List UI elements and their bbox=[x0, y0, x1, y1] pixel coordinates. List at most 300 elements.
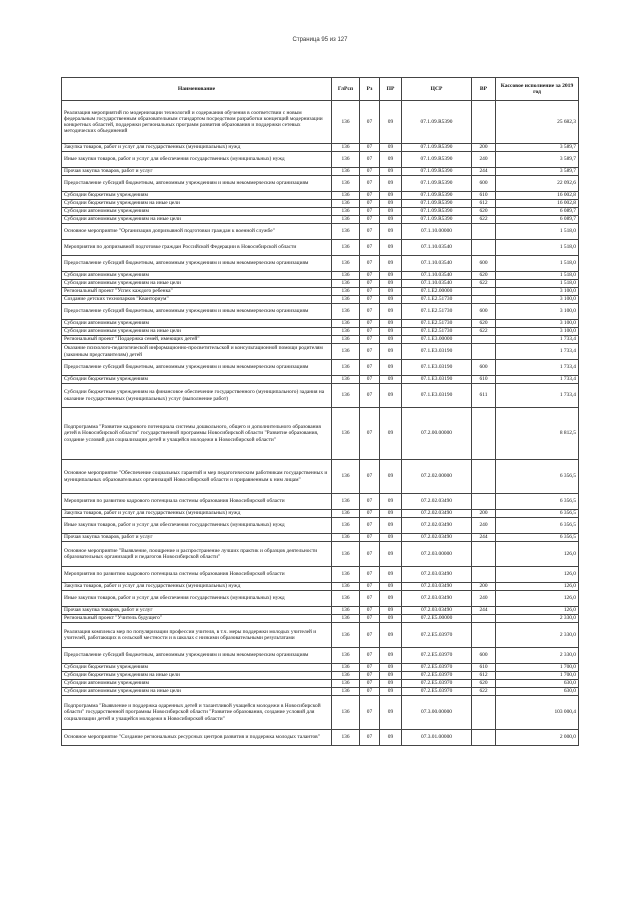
cell-csr: 07.2.E5.03970 bbox=[402, 623, 472, 648]
cell-amount: 6 356,5 bbox=[496, 518, 579, 534]
cell-csr: 07.1.09.R5390 bbox=[402, 101, 472, 144]
table-row bbox=[62, 280, 579, 288]
cell-grbs: 136 bbox=[332, 664, 360, 672]
cell-vr: 622 bbox=[472, 328, 496, 336]
cell-pr: 09 bbox=[380, 623, 402, 648]
cell-pr: 09 bbox=[380, 144, 402, 152]
cell-name: Иные закупки товаров, работ и услуг для обеспечения государственных (муниципальных) нужд bbox=[62, 152, 332, 168]
cell-amount: 6 356,5 bbox=[496, 534, 579, 542]
cell-csr: 07.1.09.R5390 bbox=[402, 200, 472, 208]
cell-rz: 07 bbox=[360, 304, 380, 320]
cell-rz: 07 bbox=[360, 680, 380, 688]
cell-amount: 3 100,0 bbox=[496, 328, 579, 336]
cell-name: Создание детских технопарков "Кванториум" bbox=[62, 296, 332, 304]
cell-vr: 622 bbox=[472, 216, 496, 224]
cell-pr: 09 bbox=[380, 280, 402, 288]
cell-grbs: 136 bbox=[332, 280, 360, 288]
cell-name: Предоставление субсидий бюджетным, автономным учреждениям и иным некоммерческим организациям bbox=[62, 176, 332, 192]
cell-name: Субсидии автономным учреждениям bbox=[62, 208, 332, 216]
cell-amount: 3 100,0 bbox=[496, 320, 579, 328]
cell-csr: 07.2.E5.03970 bbox=[402, 648, 472, 664]
table-row bbox=[62, 648, 579, 664]
cell-amount: 1 733,4 bbox=[496, 384, 579, 408]
cell-pr: 09 bbox=[380, 696, 402, 730]
cell-name: Субсидии автономным учреждениям bbox=[62, 272, 332, 280]
cell-pr: 09 bbox=[380, 304, 402, 320]
cell-vr bbox=[472, 288, 496, 296]
cell-csr: 07.1.E2.51730 bbox=[402, 320, 472, 328]
col-header-csr: ЦСР bbox=[402, 78, 472, 101]
cell-name: Субсидии бюджетным учреждениям bbox=[62, 664, 332, 672]
table-row bbox=[62, 607, 579, 615]
cell-vr: 240 bbox=[472, 591, 496, 607]
cell-rz: 07 bbox=[360, 376, 380, 384]
cell-rz: 07 bbox=[360, 336, 380, 344]
cell-grbs: 136 bbox=[332, 730, 360, 746]
cell-pr: 09 bbox=[380, 607, 402, 615]
cell-pr: 09 bbox=[380, 408, 402, 460]
col-header-amount: Кассовое исполнение за 2019 год bbox=[496, 78, 579, 101]
cell-pr: 09 bbox=[380, 192, 402, 200]
cell-csr: 07.3.01.00000 bbox=[402, 730, 472, 746]
cell-csr: 07.1.10.03540 bbox=[402, 280, 472, 288]
table-row bbox=[62, 328, 579, 336]
cell-rz: 07 bbox=[360, 460, 380, 494]
table-row bbox=[62, 615, 579, 623]
cell-grbs: 136 bbox=[332, 360, 360, 376]
col-header-rz: Рз bbox=[360, 78, 380, 101]
cell-amount: 126,0 bbox=[496, 567, 579, 583]
cell-rz: 07 bbox=[360, 240, 380, 256]
cell-name: Прочая закупка товаров, работ и услуг bbox=[62, 534, 332, 542]
cell-pr: 09 bbox=[380, 168, 402, 176]
cell-grbs: 136 bbox=[332, 288, 360, 296]
cell-name: Реализация мероприятий по модернизации технологий и содержания обучения в соответствии с новым федеральным государственным образовательным стандартом посредством разработки концепций модернизации конкретных областей, поддержки региональных программ развития образования и поддержки сетевых методических объединений bbox=[62, 101, 332, 144]
cell-name: Прочая закупка товаров, работ и услуг bbox=[62, 168, 332, 176]
cell-grbs: 136 bbox=[332, 688, 360, 696]
cell-name: Закупка товаров, работ и услуг для государственных (муниципальных) нужд bbox=[62, 144, 332, 152]
cell-vr bbox=[472, 542, 496, 567]
cell-rz: 07 bbox=[360, 216, 380, 224]
cell-pr: 09 bbox=[380, 518, 402, 534]
cell-amount: 3 589,7 bbox=[496, 168, 579, 176]
cell-csr: 07.2.02.03490 bbox=[402, 510, 472, 518]
cell-csr: 07.3.00.00000 bbox=[402, 696, 472, 730]
cell-amount: 3 100,0 bbox=[496, 296, 579, 304]
cell-vr bbox=[472, 344, 496, 360]
cell-vr bbox=[472, 730, 496, 746]
cell-csr: 07.2.E5.03970 bbox=[402, 664, 472, 672]
table-row bbox=[62, 376, 579, 384]
cell-name: Субсидии автономным учреждениям на иные цели bbox=[62, 328, 332, 336]
cell-pr: 09 bbox=[380, 384, 402, 408]
cell-amount: 1 700,0 bbox=[496, 672, 579, 680]
cell-name: Региональный проект "Учитель будущего" bbox=[62, 615, 332, 623]
cell-rz: 07 bbox=[360, 344, 380, 360]
cell-amount: 6 089,7 bbox=[496, 208, 579, 216]
cell-rz: 07 bbox=[360, 583, 380, 591]
cell-csr: 07.1.E2.51730 bbox=[402, 296, 472, 304]
cell-vr: 612 bbox=[472, 200, 496, 208]
cell-amount: 6 356,5 bbox=[496, 510, 579, 518]
cell-name: Мероприятия по допризывной подготовке граждан Российской Федерации в Новосибирской области bbox=[62, 240, 332, 256]
cell-csr: 07.2.02.00000 bbox=[402, 460, 472, 494]
cell-rz: 07 bbox=[360, 272, 380, 280]
cell-csr: 07.2.03.03490 bbox=[402, 607, 472, 615]
cell-pr: 09 bbox=[380, 494, 402, 510]
cell-amount: 22 092,6 bbox=[496, 176, 579, 192]
cell-pr: 09 bbox=[380, 200, 402, 208]
cell-pr: 09 bbox=[380, 240, 402, 256]
cell-csr: 07.1.10.03540 bbox=[402, 256, 472, 272]
cell-csr: 07.2.02.03490 bbox=[402, 518, 472, 534]
cell-vr: 244 bbox=[472, 168, 496, 176]
cell-csr: 07.2.E5.03970 bbox=[402, 688, 472, 696]
table-row bbox=[62, 168, 579, 176]
table-row bbox=[62, 408, 579, 460]
cell-name: Основное мероприятие "Организация допризывной подготовки граждан к военной службе" bbox=[62, 224, 332, 240]
table-header-row bbox=[62, 78, 579, 101]
cell-csr: 07.2.03.00000 bbox=[402, 542, 472, 567]
cell-grbs: 136 bbox=[332, 696, 360, 730]
cell-name: Субсидии автономным учреждениям на иные цели bbox=[62, 280, 332, 288]
cell-pr: 09 bbox=[380, 534, 402, 542]
cell-pr: 09 bbox=[380, 320, 402, 328]
table-row bbox=[62, 344, 579, 360]
cell-amount: 1 733,4 bbox=[496, 360, 579, 376]
table-row bbox=[62, 623, 579, 648]
table-row bbox=[62, 224, 579, 240]
cell-csr: 07.1.E3.00000 bbox=[402, 336, 472, 344]
cell-grbs: 136 bbox=[332, 518, 360, 534]
table-row bbox=[62, 256, 579, 272]
cell-rz: 07 bbox=[360, 696, 380, 730]
cell-grbs: 136 bbox=[332, 256, 360, 272]
table-row bbox=[62, 583, 579, 591]
table-row bbox=[62, 152, 579, 168]
cell-csr: 07.1.E2.51730 bbox=[402, 304, 472, 320]
cell-amount: 6 356,5 bbox=[496, 460, 579, 494]
cell-vr: 620 bbox=[472, 208, 496, 216]
cell-pr: 09 bbox=[380, 583, 402, 591]
cell-name: Основное мероприятие "Обеспечение социальных гарантий и мер педагогическим работникам государственных и муниципальных образовательных организаций Новосибирской области и приравненным к ним лицам" bbox=[62, 460, 332, 494]
cell-vr bbox=[472, 408, 496, 460]
table-row bbox=[62, 542, 579, 567]
cell-name: Предоставление субсидий бюджетным, автономным учреждениям и иным некоммерческим организациям bbox=[62, 304, 332, 320]
cell-csr: 07.1.09.R5390 bbox=[402, 152, 472, 168]
cell-name: Региональный проект "Поддержка семей, имеющих детей" bbox=[62, 336, 332, 344]
cell-pr: 09 bbox=[380, 680, 402, 688]
cell-vr: 610 bbox=[472, 192, 496, 200]
cell-grbs: 136 bbox=[332, 494, 360, 510]
cell-grbs: 136 bbox=[332, 320, 360, 328]
cell-rz: 07 bbox=[360, 280, 380, 288]
cell-amount: 3 100,0 bbox=[496, 304, 579, 320]
cell-grbs: 136 bbox=[332, 296, 360, 304]
cell-grbs: 136 bbox=[332, 460, 360, 494]
cell-rz: 07 bbox=[360, 224, 380, 240]
table-row bbox=[62, 696, 579, 730]
cell-amount: 126,0 bbox=[496, 607, 579, 615]
cell-name: Субсидии автономным учреждениям на иные цели bbox=[62, 688, 332, 696]
cell-amount: 1 733,4 bbox=[496, 336, 579, 344]
cell-amount: 3 589,7 bbox=[496, 144, 579, 152]
cell-csr: 07.2.03.03490 bbox=[402, 591, 472, 607]
cell-csr: 07.1.09.R5390 bbox=[402, 192, 472, 200]
cell-rz: 07 bbox=[360, 320, 380, 328]
cell-amount: 16 002,8 bbox=[496, 192, 579, 200]
cell-name: Оказание психолого-педагогической информационно-просветительской и консультационной помощи родителям (законным представителям) детей bbox=[62, 344, 332, 360]
cell-grbs: 136 bbox=[332, 304, 360, 320]
cell-name: Реализация комплекса мер по популяризации профессии учителя, в т.ч. меры поддержки молодых учителей и учителей, работающих в сельской местности и в школах с низкими образовательными результатами bbox=[62, 623, 332, 648]
cell-grbs: 136 bbox=[332, 542, 360, 567]
cell-name: Субсидии бюджетным учреждениям на иные цели bbox=[62, 200, 332, 208]
cell-grbs: 136 bbox=[332, 344, 360, 360]
cell-rz: 07 bbox=[360, 542, 380, 567]
cell-rz: 07 bbox=[360, 648, 380, 664]
cell-rz: 07 bbox=[360, 510, 380, 518]
cell-csr: 07.1.09.R5390 bbox=[402, 208, 472, 216]
cell-name: Предоставление субсидий бюджетным, автономным учреждениям и иным некоммерческим организациям bbox=[62, 648, 332, 664]
cell-name: Субсидии бюджетным учреждениям на иные цели bbox=[62, 672, 332, 680]
table-row bbox=[62, 680, 579, 688]
cell-grbs: 136 bbox=[332, 567, 360, 583]
cell-rz: 07 bbox=[360, 360, 380, 376]
table-row bbox=[62, 272, 579, 280]
cell-rz: 07 bbox=[360, 208, 380, 216]
cell-rz: 07 bbox=[360, 534, 380, 542]
table-row bbox=[62, 460, 579, 494]
cell-amount: 1 518,0 bbox=[496, 280, 579, 288]
cell-vr bbox=[472, 460, 496, 494]
cell-rz: 07 bbox=[360, 494, 380, 510]
cell-grbs: 136 bbox=[332, 648, 360, 664]
col-header-name: Наименование bbox=[62, 78, 332, 101]
cell-amount: 2 330,0 bbox=[496, 623, 579, 648]
cell-vr: 622 bbox=[472, 688, 496, 696]
cell-vr: 600 bbox=[472, 304, 496, 320]
table-row bbox=[62, 200, 579, 208]
cell-grbs: 136 bbox=[332, 607, 360, 615]
cell-amount: 630,0 bbox=[496, 680, 579, 688]
cell-name: Мероприятия по развитию кадрового потенциала системы образования Новосибирской области bbox=[62, 494, 332, 510]
cell-vr: 600 bbox=[472, 256, 496, 272]
cell-pr: 09 bbox=[380, 224, 402, 240]
cell-rz: 07 bbox=[360, 567, 380, 583]
cell-rz: 07 bbox=[360, 152, 380, 168]
cell-csr: 07.2.02.03490 bbox=[402, 534, 472, 542]
cell-vr bbox=[472, 101, 496, 144]
table-row bbox=[62, 208, 579, 216]
cell-pr: 09 bbox=[380, 567, 402, 583]
cell-csr: 07.1.09.R5390 bbox=[402, 176, 472, 192]
cell-grbs: 136 bbox=[332, 336, 360, 344]
cell-vr bbox=[472, 696, 496, 730]
table-row bbox=[62, 518, 579, 534]
cell-pr: 09 bbox=[380, 152, 402, 168]
table-row bbox=[62, 192, 579, 200]
cell-rz: 07 bbox=[360, 591, 380, 607]
cell-pr: 09 bbox=[380, 344, 402, 360]
table-row bbox=[62, 336, 579, 344]
cell-name: Прочая закупка товаров, работ и услуг bbox=[62, 607, 332, 615]
cell-vr bbox=[472, 336, 496, 344]
cell-amount: 16 002,8 bbox=[496, 200, 579, 208]
cell-csr: 07.2.02.03490 bbox=[402, 494, 472, 510]
cell-rz: 07 bbox=[360, 688, 380, 696]
cell-vr: 240 bbox=[472, 152, 496, 168]
cell-pr: 09 bbox=[380, 208, 402, 216]
cell-rz: 07 bbox=[360, 672, 380, 680]
cell-grbs: 136 bbox=[332, 615, 360, 623]
table-row bbox=[62, 688, 579, 696]
table-row bbox=[62, 494, 579, 510]
cell-rz: 07 bbox=[360, 200, 380, 208]
budget-table bbox=[61, 77, 579, 746]
cell-pr: 09 bbox=[380, 615, 402, 623]
cell-csr: 07.1.E3.03190 bbox=[402, 344, 472, 360]
cell-amount: 1 518,0 bbox=[496, 256, 579, 272]
cell-vr bbox=[472, 240, 496, 256]
cell-name: Иные закупки товаров, работ и услуг для обеспечения государственных (муниципальных) нужд bbox=[62, 518, 332, 534]
col-header-vr: ВР bbox=[472, 78, 496, 101]
cell-amount: 3 589,7 bbox=[496, 152, 579, 168]
cell-vr: 600 bbox=[472, 360, 496, 376]
cell-vr bbox=[472, 615, 496, 623]
table-row bbox=[62, 101, 579, 144]
cell-rz: 07 bbox=[360, 384, 380, 408]
cell-vr: 200 bbox=[472, 144, 496, 152]
cell-pr: 09 bbox=[380, 542, 402, 567]
cell-rz: 07 bbox=[360, 607, 380, 615]
cell-name: Субсидии бюджетным учреждениям bbox=[62, 192, 332, 200]
cell-grbs: 136 bbox=[332, 208, 360, 216]
cell-csr: 07.1.10.03540 bbox=[402, 272, 472, 280]
cell-amount: 1 518,0 bbox=[496, 240, 579, 256]
cell-rz: 07 bbox=[360, 623, 380, 648]
cell-rz: 07 bbox=[360, 296, 380, 304]
cell-grbs: 136 bbox=[332, 408, 360, 460]
cell-grbs: 136 bbox=[332, 216, 360, 224]
col-header-pr: ПР bbox=[380, 78, 402, 101]
cell-vr: 620 bbox=[472, 320, 496, 328]
cell-amount: 8 812,5 bbox=[496, 408, 579, 460]
cell-name: Региональный проект "Успех каждого ребенка" bbox=[62, 288, 332, 296]
cell-grbs: 136 bbox=[332, 272, 360, 280]
cell-vr: 610 bbox=[472, 664, 496, 672]
cell-grbs: 136 bbox=[332, 672, 360, 680]
cell-pr: 09 bbox=[380, 591, 402, 607]
table-row bbox=[62, 144, 579, 152]
cell-amount: 1 518,0 bbox=[496, 272, 579, 280]
cell-amount: 2 330,0 bbox=[496, 648, 579, 664]
cell-grbs: 136 bbox=[332, 591, 360, 607]
cell-rz: 07 bbox=[360, 288, 380, 296]
cell-rz: 07 bbox=[360, 615, 380, 623]
cell-grbs: 136 bbox=[332, 168, 360, 176]
cell-pr: 09 bbox=[380, 672, 402, 680]
table-row bbox=[62, 288, 579, 296]
cell-pr: 09 bbox=[380, 360, 402, 376]
cell-vr: 611 bbox=[472, 384, 496, 408]
cell-pr: 09 bbox=[380, 510, 402, 518]
cell-rz: 07 bbox=[360, 664, 380, 672]
cell-csr: 07.2.03.03490 bbox=[402, 567, 472, 583]
cell-amount: 1 733,4 bbox=[496, 376, 579, 384]
cell-amount: 126,0 bbox=[496, 542, 579, 567]
cell-vr: 620 bbox=[472, 680, 496, 688]
table-row bbox=[62, 176, 579, 192]
cell-pr: 09 bbox=[380, 376, 402, 384]
cell-vr bbox=[472, 296, 496, 304]
cell-grbs: 136 bbox=[332, 144, 360, 152]
cell-vr: 240 bbox=[472, 518, 496, 534]
cell-amount: 126,0 bbox=[496, 583, 579, 591]
cell-pr: 09 bbox=[380, 730, 402, 746]
cell-vr bbox=[472, 494, 496, 510]
cell-grbs: 136 bbox=[332, 328, 360, 336]
cell-pr: 09 bbox=[380, 648, 402, 664]
cell-vr: 610 bbox=[472, 376, 496, 384]
table-row bbox=[62, 591, 579, 607]
cell-csr: 07.1.E3.03190 bbox=[402, 360, 472, 376]
cell-csr: 07.1.10.03540 bbox=[402, 240, 472, 256]
cell-rz: 07 bbox=[360, 256, 380, 272]
cell-name: Субсидии автономным учреждениям на иные цели bbox=[62, 216, 332, 224]
cell-pr: 09 bbox=[380, 336, 402, 344]
cell-grbs: 136 bbox=[332, 176, 360, 192]
cell-csr: 07.2.E5.03970 bbox=[402, 680, 472, 688]
cell-name: Предоставление субсидий бюджетным, автономным учреждениям и иным некоммерческим организациям bbox=[62, 256, 332, 272]
table-row bbox=[62, 672, 579, 680]
cell-name: Подпрограмма "Развитие кадрового потенциала системы дошкольного, общего и дополнительного образования детей в Новосибирской области" государственной программы Новосибирской области "Развитие образования, создание условий для социализации детей и учащейся молодежи в Новосибирской области" bbox=[62, 408, 332, 460]
col-header-grbs: ГлРсп bbox=[332, 78, 360, 101]
cell-csr: 07.1.10.00000 bbox=[402, 224, 472, 240]
cell-amount: 630,0 bbox=[496, 688, 579, 696]
cell-pr: 09 bbox=[380, 256, 402, 272]
table-row bbox=[62, 567, 579, 583]
cell-amount: 6 089,7 bbox=[496, 216, 579, 224]
table-row bbox=[62, 534, 579, 542]
cell-pr: 09 bbox=[380, 176, 402, 192]
cell-pr: 09 bbox=[380, 664, 402, 672]
cell-vr bbox=[472, 623, 496, 648]
page-header: Страница 95 из 127 bbox=[292, 37, 348, 43]
table-row bbox=[62, 296, 579, 304]
cell-pr: 09 bbox=[380, 460, 402, 494]
cell-grbs: 136 bbox=[332, 384, 360, 408]
cell-grbs: 136 bbox=[332, 152, 360, 168]
cell-grbs: 136 bbox=[332, 192, 360, 200]
cell-amount: 103 000,4 bbox=[496, 696, 579, 730]
cell-name: Подпрограмма "Выявление и поддержка одаренных детей и талантливой учащейся молодежи в Новосибирской области" государственной программы Новосибирской области "Развитие образования, создание условий для социализации детей и учащейся молодежи в Новосибирской области" bbox=[62, 696, 332, 730]
table-row bbox=[62, 664, 579, 672]
cell-csr: 07.1.09.R5390 bbox=[402, 144, 472, 152]
cell-vr: 600 bbox=[472, 176, 496, 192]
cell-grbs: 136 bbox=[332, 200, 360, 208]
cell-name: Субсидии бюджетным учреждениям bbox=[62, 376, 332, 384]
table-row bbox=[62, 320, 579, 328]
cell-rz: 07 bbox=[360, 408, 380, 460]
cell-grbs: 136 bbox=[332, 623, 360, 648]
cell-vr: 620 bbox=[472, 272, 496, 280]
cell-vr: 244 bbox=[472, 607, 496, 615]
cell-name: Закупка товаров, работ и услуг для государственных (муниципальных) нужд bbox=[62, 510, 332, 518]
cell-grbs: 136 bbox=[332, 240, 360, 256]
cell-pr: 09 bbox=[380, 296, 402, 304]
table-row bbox=[62, 510, 579, 518]
cell-amount: 3 100,0 bbox=[496, 288, 579, 296]
